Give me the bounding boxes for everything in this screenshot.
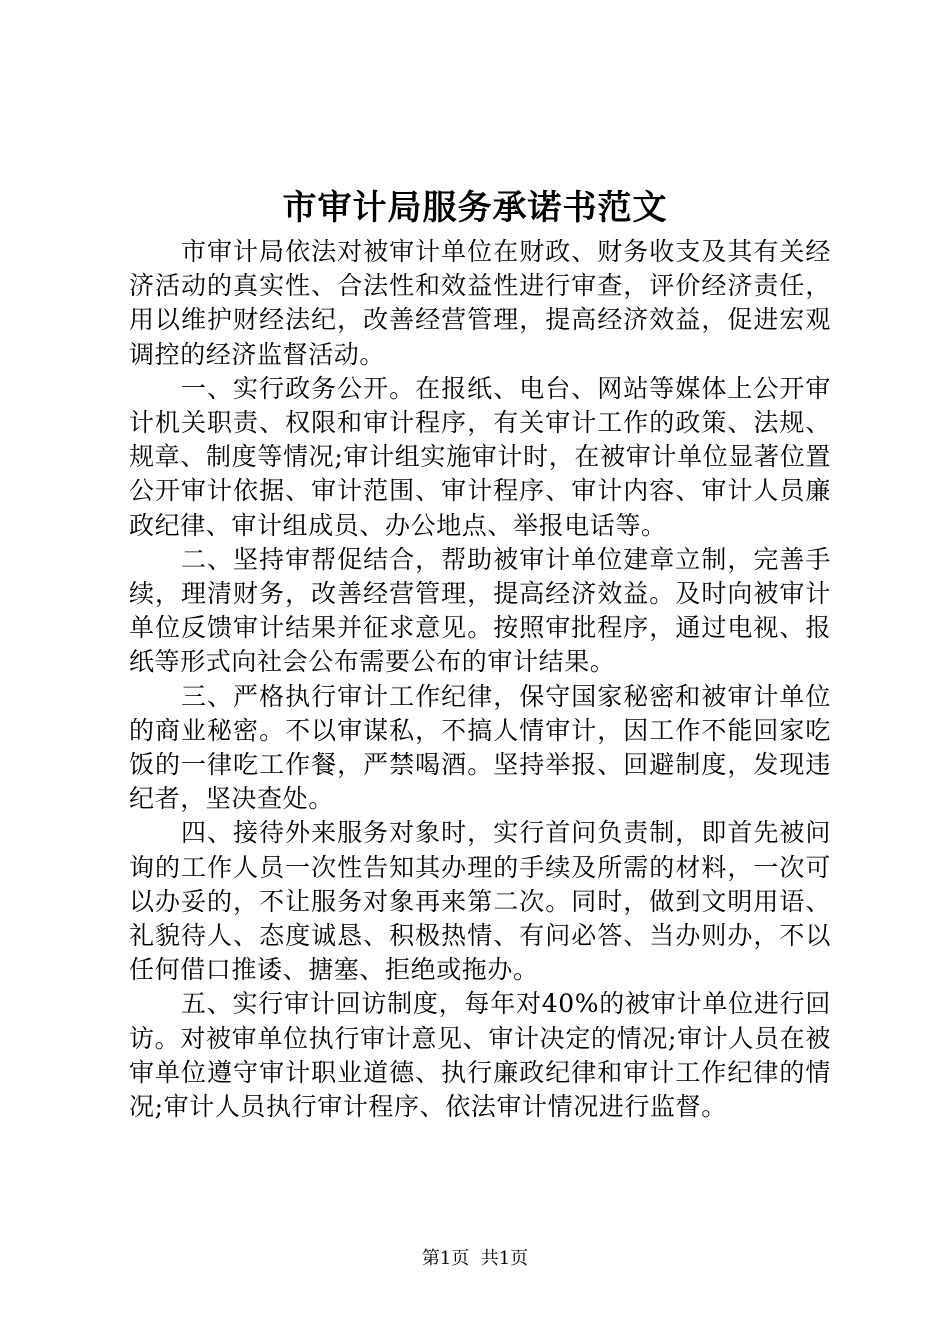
paragraph-five: 五、实行审计回访制度，每年对40%的被审计单位进行回访。对被审单位执行审计意见、审计决定的情况;审计人员在被审单位遵守审计职业道德、执行廉政纪律和审计工作纪律的情况;审计人员执行审计程序、依法审计情况进行监督。 (129, 989, 831, 1122)
page-footer (0, 1248, 950, 1270)
page-total: 共1页 (480, 1248, 529, 1269)
footer-spacer (469, 1248, 480, 1269)
paragraph-three: 三、严格执行审计工作纪律，保守国家秘密和被审计单位的商业秘密。不以审谋私，不搞人情审计，因工作不能回家吃饭的一律吃工作餐，严禁喝酒。坚持举报、回避制度，发现违纪者，坚决查处。 (129, 681, 831, 814)
paragraph-four: 四、接待外来服务对象时，实行首问负责制，即首先被问询的工作人员一次性告知其办理的手续及所需的材料，一次可以办妥的，不让服务对象再来第二次。同时，做到文明用语、礼貌待人、态度诚恳、积极热情、有问必答、当办则办，不以任何借口推诿、搪塞、拒绝或拖办。 (129, 818, 831, 985)
document-title: 市审计局服务承诺书范文 (282, 188, 668, 228)
page-number: 第1页 (421, 1248, 470, 1269)
document-body (129, 235, 831, 1124)
paragraph-one: 一、实行政务公开。在报纸、电台、网站等媒体上公开审计机关职责、权限和审计程序，有关审计工作的政策、法规、规章、制度等情况;审计组实施审计时，在被审计单位显著位置公开审计依据、审计范围、审计程序、审计内容、审计人员廉政纪律、审计组成员、办公地点、举报电话等。 (129, 373, 831, 540)
intro-paragraph: 市审计局依法对被审计单位在财政、财务收支及其有关经济活动的真实性、合法性和效益性进行审查，评价经济责任，用以维护财经法纪，改善经营管理，提高经济效益，促进宏观调控的经济监督活动。 (129, 237, 831, 369)
paragraph-two: 二、坚持审帮促结合，帮助被审计单位建章立制，完善手续，理清财务，改善经营管理，提高经济效益。及时向被审计单位反馈审计结果并征求意见。按照审批程序，通过电视、报纸等形式向社会公布需要公布的审计结果。 (129, 544, 831, 677)
